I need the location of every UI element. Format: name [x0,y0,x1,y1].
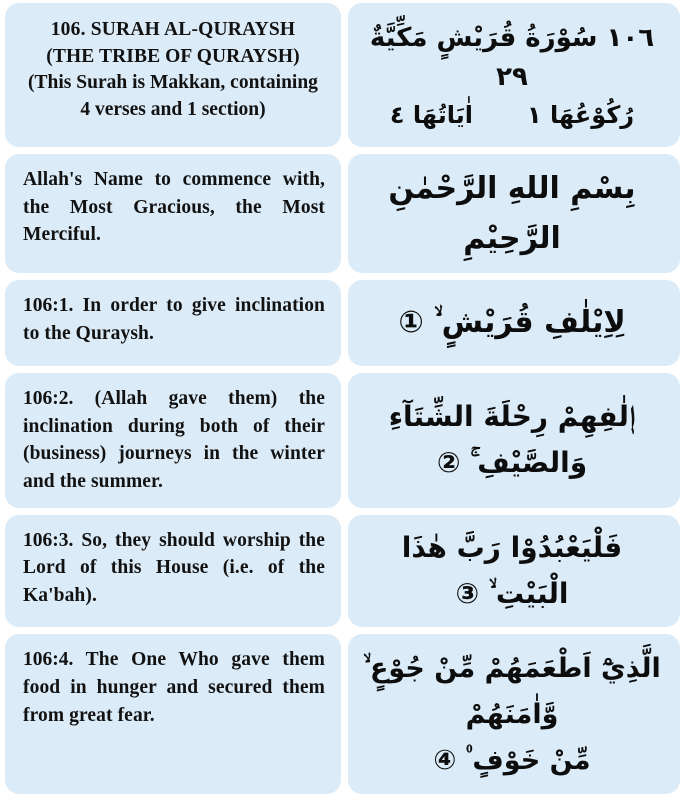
verse-english-panel-4 [5,634,341,794]
verse-ref-2: 106:2. [23,388,74,409]
surah-title-arabic-line1: ١٠٦ سُوْرَةُ قُرَيْشٍ مَكِّيَّةٌ ٢٩ [369,23,655,92]
verse-english-panel-1 [5,280,341,366]
verse-arabic-text-1: لِاِيْلٰفِ قُرَيْشٍ ۙ ① [398,305,626,341]
surah-header-row [5,3,680,147]
bismillah-english-text: Allah's Name to commence with, the Most Gracious, the Most Merciful. [23,169,325,246]
verse-arabic-text-2: اٖلٰفِهِمْ رِحْلَةَ الشِّتَآءِ وَالصَّيْفِ ۚ ② [388,400,636,480]
surah-title-arabic-line2 [362,97,662,133]
surah-ruku-count: رُكُوْعُهَا ١ [527,101,635,129]
surah-title-note-line1: (This Surah is Makkan, containing [28,72,318,94]
surah-title-panel [5,3,341,147]
bismillah-row [5,154,680,273]
verse-arabic-text-4-line2: مِّنْ خَوْفٍ ۠ ④ [433,744,591,776]
verse-row-1 [5,280,680,366]
verse-arabic-text-3: فَلْيَعْبُدُوْا رَبَّ هٰذَا الْبَيْتِ ۙ ③ [401,530,623,610]
surah-ayah-count: اٰيَاتُهَا ٤ [389,101,474,129]
verse-english-panel-3 [5,515,341,627]
verse-english-text-2: (Allah gave them) the inclination during both of their (business) journeys in the winter and the summer. [23,388,325,493]
bismillah-english-panel [5,154,341,273]
surah-title-arabic-panel [348,3,680,147]
bismillah-arabic-text: بِسْمِ اللهِ الرَّحْمٰنِ الرَّحِيْمِ [388,171,636,256]
verse-ref-3: 106:3. [23,529,74,551]
verse-arabic-panel-4 [348,634,680,794]
bismillah-arabic-panel [348,154,680,273]
verse-row-4 [5,634,680,794]
verse-ref-1: 106:1. [23,295,74,316]
verse-arabic-text-4-line1: الَّذِيْٓ اَطْعَمَهُمْ مِّنْ جُوْعٍ ۙ وَّاٰمَنَهُمْ [363,653,661,731]
verse-arabic-panel-3 [348,515,680,627]
verse-english-panel-2 [5,373,341,508]
verse-ref-4: 106:4. [23,649,74,671]
verse-row-2 [5,373,680,508]
surah-title-sub: (THE TRIBE OF QURAYSH) [46,45,300,67]
verse-row-3 [5,515,680,627]
verse-english-text-4: The One Who gave them food in hunger and secured them from great fear. [23,649,325,726]
verse-arabic-panel-2 [348,373,680,508]
surah-title-note-line2: 4 verses and 1 section) [80,98,266,120]
surah-title-main: 106. SURAH AL-QURAYSH [50,19,296,40]
verse-english-text-1: In order to give inclination to the Quraysh. [23,295,325,344]
verse-english-text-3: So, they should worship the Lord of this House (i.e. of the Ka'bah). [23,529,325,607]
verse-arabic-panel-1 [348,280,680,366]
